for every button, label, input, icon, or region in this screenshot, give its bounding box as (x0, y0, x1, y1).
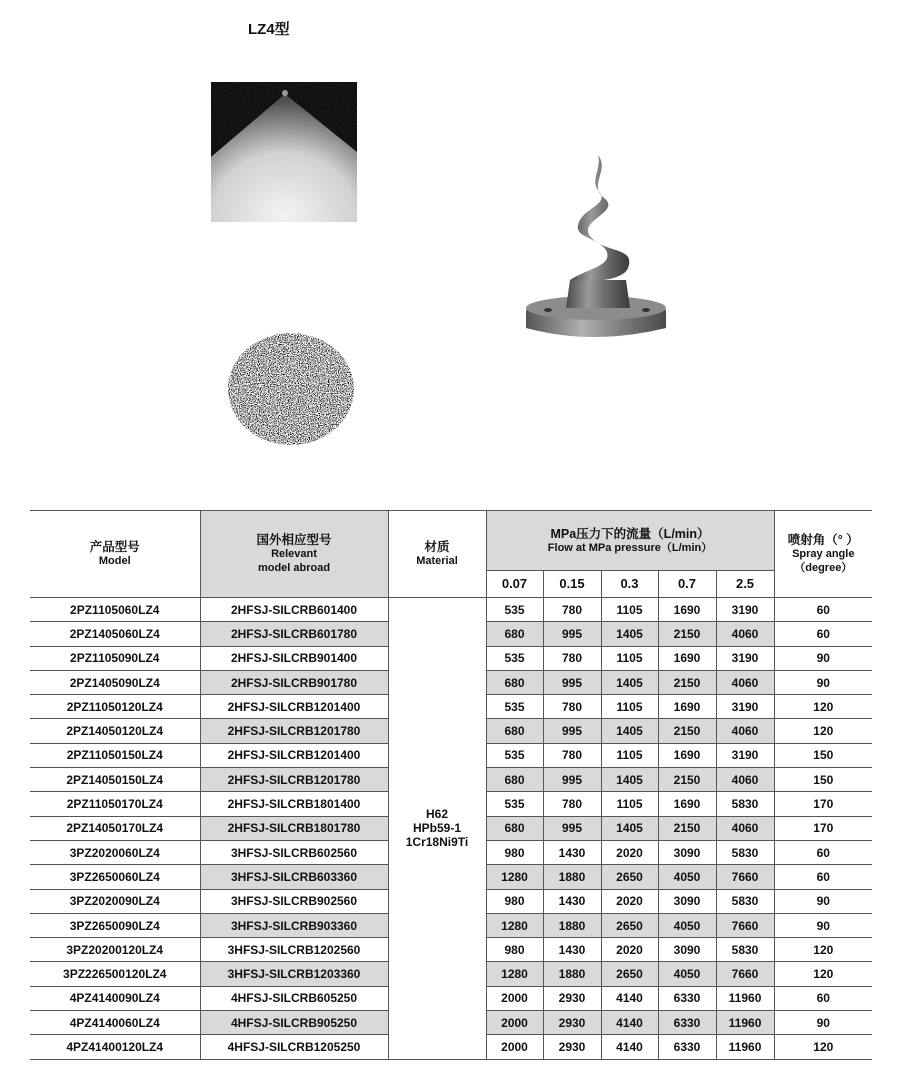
flow-cell: 2650 (601, 913, 658, 937)
flow-cell: 7660 (716, 865, 774, 889)
flow-cell: 3090 (658, 840, 716, 864)
flow-cell: 2150 (658, 719, 716, 743)
relevant-model-cell: 3HFSJ-SILCRB902560 (200, 889, 388, 913)
flow-cell: 1690 (658, 743, 716, 767)
spray-angle-cell: 90 (774, 889, 872, 913)
flow-cell: 3190 (716, 598, 774, 622)
flow-cell: 780 (543, 695, 601, 719)
model-cell: 2PZ14050150LZ4 (30, 768, 200, 792)
relevant-model-cell: 2HFSJ-SILCRB1801780 (200, 816, 388, 840)
model-cell: 4PZ4140090LZ4 (30, 986, 200, 1010)
spray-angle-cell: 120 (774, 938, 872, 962)
flow-cell: 680 (486, 768, 543, 792)
material-line: H62 (425, 807, 448, 822)
flow-cell: 995 (543, 816, 601, 840)
flow-cell: 680 (486, 719, 543, 743)
table-row (30, 598, 872, 622)
model-cell: 3PZ2650090LZ4 (30, 913, 200, 937)
flow-cell: 4140 (601, 1035, 658, 1059)
model-cell: 2PZ1105060LZ4 (30, 598, 200, 622)
flow-cell: 3190 (716, 743, 774, 767)
flow-cell: 2020 (601, 938, 658, 962)
model-cell: 3PZ2650060LZ4 (30, 865, 200, 889)
flow-cell: 5830 (716, 792, 774, 816)
flow-cell: 680 (486, 816, 543, 840)
relevant-model-cell: 4HFSJ-SILCRB605250 (200, 986, 388, 1010)
flow-cell: 2650 (601, 962, 658, 986)
flow-cell: 1105 (601, 598, 658, 622)
flow-cell: 1405 (601, 816, 658, 840)
relevant-model-cell: 3HFSJ-SILCRB903360 (200, 913, 388, 937)
flow-cell: 780 (543, 792, 601, 816)
relevant-model-cell: 4HFSJ-SILCRB905250 (200, 1011, 388, 1035)
flow-cell: 980 (486, 889, 543, 913)
flow-cell: 2650 (601, 865, 658, 889)
flow-cell: 4060 (716, 670, 774, 694)
spray-angle-cell: 60 (774, 622, 872, 646)
flow-cell: 1430 (543, 840, 601, 864)
model-cell: 2PZ1105090LZ4 (30, 646, 200, 670)
spray-angle-cell: 120 (774, 695, 872, 719)
spray-cone-photo (211, 82, 357, 222)
header-material: 材质 Material (388, 511, 486, 598)
flow-cell: 780 (543, 646, 601, 670)
model-cell: 3PZ20200120LZ4 (30, 938, 200, 962)
model-cell: 2PZ11050120LZ4 (30, 695, 200, 719)
relevant-model-cell: 2HFSJ-SILCRB1201780 (200, 719, 388, 743)
flow-cell: 2150 (658, 622, 716, 646)
flow-cell: 535 (486, 792, 543, 816)
spray-angle-cell: 170 (774, 816, 872, 840)
specification-table (30, 510, 872, 1060)
spray-angle-cell: 60 (774, 986, 872, 1010)
flow-cell: 1105 (601, 695, 658, 719)
spray-pattern-image (224, 330, 358, 448)
flow-cell: 7660 (716, 913, 774, 937)
flow-cell: 2000 (486, 1035, 543, 1059)
relevant-model-cell: 2HFSJ-SILCRB1201400 (200, 695, 388, 719)
spray-angle-cell: 120 (774, 962, 872, 986)
spray-angle-cell: 90 (774, 913, 872, 937)
header-model: 产品型号 Model (30, 511, 200, 598)
header-relevant-model: 国外相应型号 Relevant model abroad (200, 511, 388, 598)
flow-cell: 4140 (601, 986, 658, 1010)
flow-cell: 1405 (601, 670, 658, 694)
flow-cell: 780 (543, 743, 601, 767)
header-spray-angle: 喷射角（° ） Spray angle （degree） (774, 511, 872, 598)
flow-cell: 1880 (543, 913, 601, 937)
flow-cell: 5830 (716, 938, 774, 962)
flow-cell: 2930 (543, 1011, 601, 1035)
flow-cell: 1690 (658, 695, 716, 719)
flow-cell: 4060 (716, 719, 774, 743)
flow-cell: 4050 (658, 865, 716, 889)
flow-cell: 980 (486, 840, 543, 864)
flow-cell: 3090 (658, 889, 716, 913)
relevant-model-cell: 2HFSJ-SILCRB901780 (200, 670, 388, 694)
flow-cell: 3190 (716, 695, 774, 719)
spray-angle-cell: 90 (774, 670, 872, 694)
flow-cell: 2020 (601, 840, 658, 864)
model-cell: 2PZ11050170LZ4 (30, 792, 200, 816)
flow-cell: 1690 (658, 792, 716, 816)
flow-cell: 2930 (543, 1035, 601, 1059)
flow-cell: 2000 (486, 986, 543, 1010)
material-line: HPb59-1 (412, 821, 462, 836)
flow-cell: 2150 (658, 670, 716, 694)
flow-cell: 11960 (716, 1011, 774, 1035)
relevant-model-cell: 2HFSJ-SILCRB901400 (200, 646, 388, 670)
spray-angle-cell: 150 (774, 743, 872, 767)
flow-cell: 3190 (716, 646, 774, 670)
flow-cell: 1430 (543, 938, 601, 962)
flow-cell: 535 (486, 695, 543, 719)
flow-cell: 3090 (658, 938, 716, 962)
flow-cell: 4050 (658, 913, 716, 937)
flow-cell: 4060 (716, 816, 774, 840)
flow-cell: 535 (486, 743, 543, 767)
page-title: LZ4型 (248, 21, 290, 38)
flow-cell: 2000 (486, 1011, 543, 1035)
flow-cell: 2150 (658, 816, 716, 840)
flow-cell: 1105 (601, 743, 658, 767)
model-cell: 2PZ1405060LZ4 (30, 622, 200, 646)
model-cell: 2PZ14050120LZ4 (30, 719, 200, 743)
flow-cell: 4060 (716, 622, 774, 646)
flow-cell: 1880 (543, 962, 601, 986)
model-cell: 2PZ14050170LZ4 (30, 816, 200, 840)
flow-cell: 995 (543, 768, 601, 792)
flow-cell: 6330 (658, 1035, 716, 1059)
material-line: 1Cr18Ni9Ti (405, 835, 469, 850)
flow-cell: 2150 (658, 768, 716, 792)
table-body (30, 598, 872, 1060)
flow-cell: 535 (486, 646, 543, 670)
flow-cell: 535 (486, 598, 543, 622)
flow-cell: 1405 (601, 622, 658, 646)
relevant-model-cell: 3HFSJ-SILCRB602560 (200, 840, 388, 864)
pressure-col: 0.15 (543, 571, 601, 598)
material-cell (388, 598, 486, 1060)
flow-cell: 2930 (543, 986, 601, 1010)
flow-cell: 1105 (601, 792, 658, 816)
flow-cell: 2020 (601, 889, 658, 913)
flow-cell: 6330 (658, 986, 716, 1010)
spray-angle-cell: 60 (774, 840, 872, 864)
relevant-model-cell: 2HFSJ-SILCRB1201400 (200, 743, 388, 767)
header-flow: MPa压力下的流量（L/min） Flow at MPa pressure（L/min） (486, 511, 774, 571)
flow-cell: 680 (486, 670, 543, 694)
flow-cell: 4140 (601, 1011, 658, 1035)
relevant-model-cell: 3HFSJ-SILCRB1203360 (200, 962, 388, 986)
flow-cell: 4050 (658, 962, 716, 986)
flow-cell: 1405 (601, 768, 658, 792)
relevant-model-cell: 3HFSJ-SILCRB1202560 (200, 938, 388, 962)
flow-cell: 1690 (658, 646, 716, 670)
relevant-model-cell: 2HFSJ-SILCRB1801400 (200, 792, 388, 816)
spiral-nozzle-image (518, 150, 668, 345)
flow-cell: 11960 (716, 1035, 774, 1059)
flow-cell: 995 (543, 670, 601, 694)
relevant-model-cell: 2HFSJ-SILCRB1201780 (200, 768, 388, 792)
flow-cell: 5830 (716, 840, 774, 864)
spray-angle-cell: 120 (774, 1035, 872, 1059)
flow-cell: 1280 (486, 913, 543, 937)
pressure-col: 0.3 (601, 571, 658, 598)
spray-angle-cell: 170 (774, 792, 872, 816)
flow-cell: 5830 (716, 889, 774, 913)
spray-angle-cell: 60 (774, 598, 872, 622)
flow-cell: 1105 (601, 646, 658, 670)
flow-cell: 995 (543, 622, 601, 646)
flow-cell: 995 (543, 719, 601, 743)
relevant-model-cell: 2HFSJ-SILCRB601400 (200, 598, 388, 622)
spray-angle-cell: 120 (774, 719, 872, 743)
flow-cell: 1280 (486, 962, 543, 986)
model-cell: 3PZ2020060LZ4 (30, 840, 200, 864)
spray-angle-cell: 90 (774, 1011, 872, 1035)
spray-angle-cell: 90 (774, 646, 872, 670)
flow-cell: 1690 (658, 598, 716, 622)
flow-cell: 1880 (543, 865, 601, 889)
flow-cell: 11960 (716, 986, 774, 1010)
flow-cell: 1405 (601, 719, 658, 743)
flow-cell: 4060 (716, 768, 774, 792)
spray-angle-cell: 60 (774, 865, 872, 889)
model-cell: 3PZ2020090LZ4 (30, 889, 200, 913)
model-cell: 4PZ41400120LZ4 (30, 1035, 200, 1059)
spray-angle-cell: 150 (774, 768, 872, 792)
flow-cell: 780 (543, 598, 601, 622)
flow-cell: 1280 (486, 865, 543, 889)
model-cell: 3PZ226500120LZ4 (30, 962, 200, 986)
flow-cell: 980 (486, 938, 543, 962)
flow-cell: 7660 (716, 962, 774, 986)
flow-cell: 1430 (543, 889, 601, 913)
flow-cell: 680 (486, 622, 543, 646)
relevant-model-cell: 4HFSJ-SILCRB1205250 (200, 1035, 388, 1059)
model-cell: 2PZ11050150LZ4 (30, 743, 200, 767)
model-cell: 4PZ4140060LZ4 (30, 1011, 200, 1035)
pressure-col: 0.07 (486, 571, 543, 598)
flow-cell: 6330 (658, 1011, 716, 1035)
pressure-col: 0.7 (658, 571, 716, 598)
relevant-model-cell: 2HFSJ-SILCRB601780 (200, 622, 388, 646)
relevant-model-cell: 3HFSJ-SILCRB603360 (200, 865, 388, 889)
pressure-col: 2.5 (716, 571, 774, 598)
model-cell: 2PZ1405090LZ4 (30, 670, 200, 694)
